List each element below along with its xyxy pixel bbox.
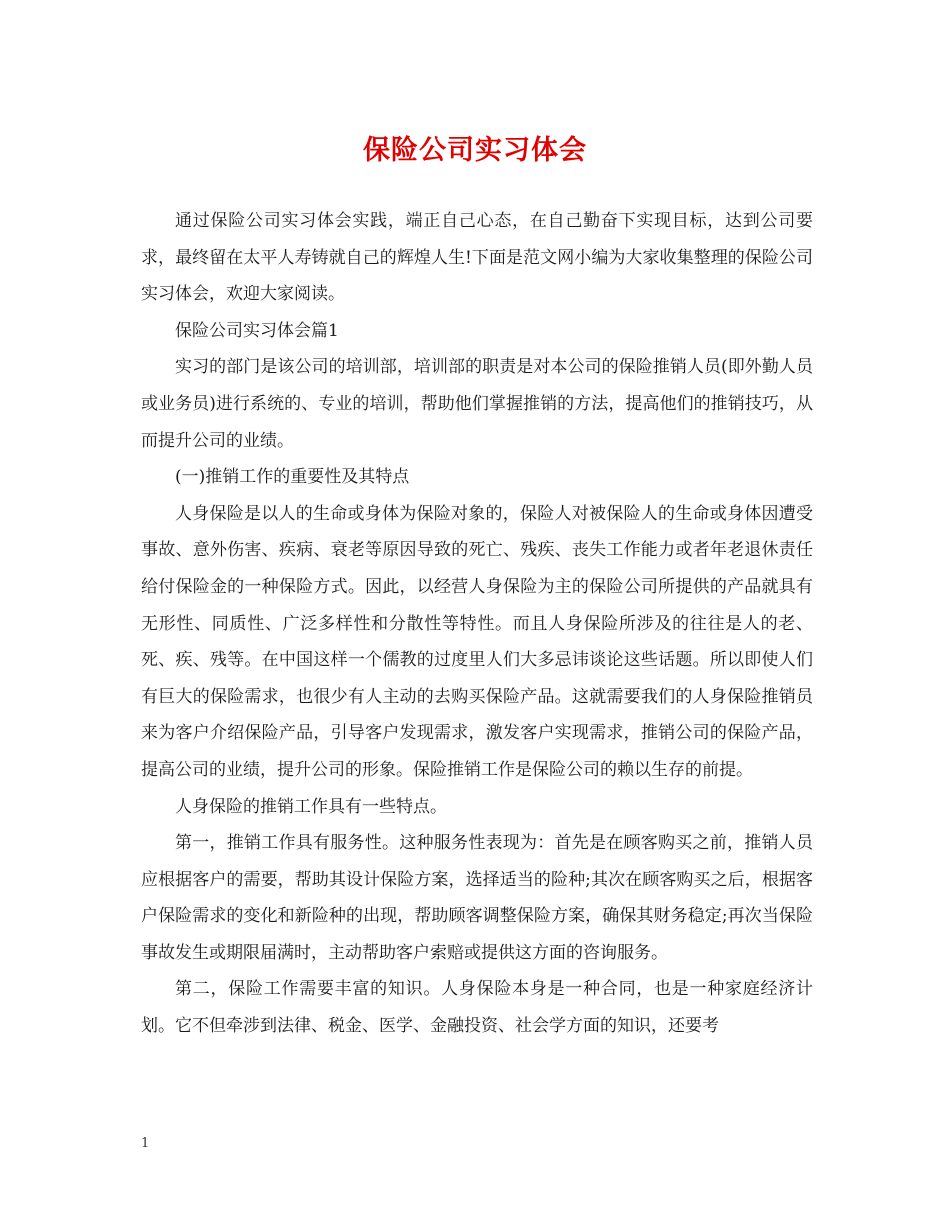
document-body	[141, 203, 813, 1045]
subsection-heading: (一)推销工作的重要性及其特点	[175, 467, 410, 488]
paragraph: 第一，推销工作具有服务性。这种服务性表现为：首先是在顾客购买之前，推销人员应根据客户的需要，帮助其设计保险方案，选择适当的险种;其次在顾客购买之后，根据客户保险需求的变化和新险种的出现，帮助顾客调整保险方案，确保其财务稳定;再次当保险事故发生或期限届满时，主动帮助客户索赔或提供这方面的咨询服务。	[141, 833, 813, 963]
paragraph: 实习的部门是该公司的培训部，培训部的职责是对本公司的保险推销人员(即外勤人员或业务员)进行系统的、专业的培训，帮助他们掌握推销的方法，提高他们的推销技巧，从而提升公司的业绩。	[141, 357, 813, 451]
section-heading: 保险公司实习体会篇1	[175, 320, 339, 341]
paragraph-intro: 通过保险公司实习体会实践，端正自己心态，在自己勤奋下实现目标，达到公司要求，最终留在太平人寿铸就自己的辉煌人生!下面是范文网小编为大家收集整理的保险公司实习体会，欢迎大家阅读。	[141, 211, 813, 305]
paragraph: 第二，保险工作需要丰富的知识。人身保险本身是一种合同，也是一种家庭经济计划。它不但牵涉到法律、税金、医学、金融投资、社会学方面的知识，还要考	[141, 979, 813, 1037]
page-number: 1	[141, 1136, 150, 1151]
paragraph: 人身保险是以人的生命或身体为保险对象的，保险人对被保险人的生命或身体因遭受事故、意外伤害、疾病、衰老等原因导致的死亡、残疾、丧失工作能力或者年老退休责任给付保险金的一种保险方式。因此，以经营人身保险为主的保险公司所提供的产品就具有无形性、同质性、广泛多样性和分散性等特性。而且人身保险所涉及的往往是人的老、死、疾、残等。在中国这样一个儒教的过度里人们大多忌讳谈论这些话题。所以即使人们有巨大的保险需求，也很少有人主动的去购买保险产品。这就需要我们的人身保险推销员来为客户介绍保险产品，引导客户发现需求，激发客户实现需求，推销公司的保险产品，提高公司的业绩，提升公司的形象。保险推销工作是保险公司的赖以生存的前提。	[141, 503, 813, 780]
document-title: 保险公司实习体会	[363, 135, 587, 166]
paragraph: 人身保险的推销工作具有一些特点。	[175, 796, 447, 817]
